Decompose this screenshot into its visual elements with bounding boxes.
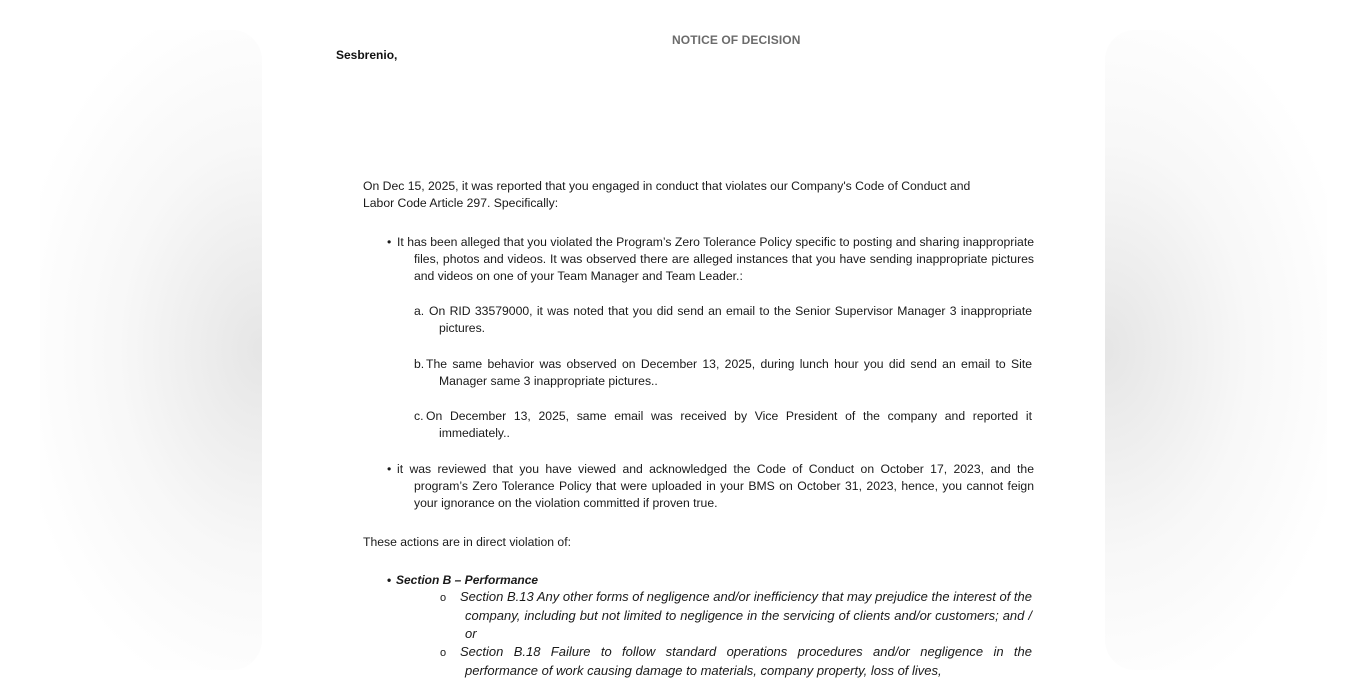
sub-item-c bbox=[414, 408, 1032, 442]
section-item-text: Section B.13 Any other forms of negligence and/or inefficiency that may prejudice the interest of the company, including but not limited to negligence in the servicing of clients and/or customers; and / or bbox=[460, 589, 1032, 641]
section-item-b13 bbox=[440, 588, 1032, 643]
sub-item-text: On December 13, 2025, same email was received by Vice President of the company and reported it immediately.. bbox=[426, 409, 1032, 440]
document-title: NOTICE OF DECISION bbox=[672, 33, 801, 47]
circle-bullet-icon: o bbox=[440, 647, 447, 659]
circle-bullet-icon: o bbox=[440, 592, 447, 604]
violation-intro: These actions are in direct violation of: bbox=[363, 535, 571, 549]
section-heading-text: Section B – Performance bbox=[396, 573, 539, 587]
section-bullet-marker: • bbox=[387, 573, 392, 587]
bullet-acknowledgement bbox=[387, 461, 1034, 512]
sub-item-marker: b. bbox=[414, 357, 425, 371]
bullet-text: it was reviewed that you have viewed and acknowledged the Code of Conduct on October 17, 2023, and the program’s Zero Tolerance Policy that were uploaded in your BMS on October 31, 2023, hence, you cannot feign your ignorance on the violation committed if proven true. bbox=[397, 462, 1034, 510]
bullet-marker: • bbox=[387, 235, 392, 249]
sub-item-text: On RID 33579000, it was noted that you did send an email to the Senior Supervisor Manager 3 inappropriate pictures. bbox=[429, 304, 1032, 335]
document-page bbox=[262, 0, 1105, 683]
section-item-b18 bbox=[440, 643, 1032, 680]
bullet-marker: • bbox=[387, 462, 392, 476]
bullet-text: It has been alleged that you violated the Program’s Zero Tolerance Policy specific to posting and sharing inappropriate files, photos and videos. It was observed there are alleged instances that you have sending inappropriate pictures and videos on one of your Team Manager and Team Leader.: bbox=[397, 235, 1034, 283]
section-heading bbox=[387, 572, 538, 589]
section-item-text: Section B.18 Failure to follow standard operations procedures and/or negligence in the performance of work causing damage to materials, company property, loss of lives, bbox=[460, 644, 1032, 678]
page-shadow-left bbox=[40, 30, 262, 670]
sub-item-b bbox=[414, 356, 1032, 390]
sub-item-a bbox=[414, 303, 1032, 337]
bullet-allegation bbox=[387, 234, 1034, 285]
sub-item-marker: c. bbox=[414, 409, 424, 423]
sub-item-marker: a. bbox=[414, 304, 425, 318]
sub-item-text: The same behavior was observed on December 13, 2025, during lunch hour you did send an email to Site Manager same 3 inappropriate pictures.. bbox=[426, 357, 1032, 388]
intro-paragraph: On Dec 15, 2025, it was reported that you engaged in conduct that violates our Company's Code of Conduct and Labor Code Article 297. Specifically: bbox=[363, 179, 971, 210]
page-shadow-right bbox=[1105, 30, 1327, 670]
salutation: Sesbrenio, bbox=[336, 48, 398, 62]
